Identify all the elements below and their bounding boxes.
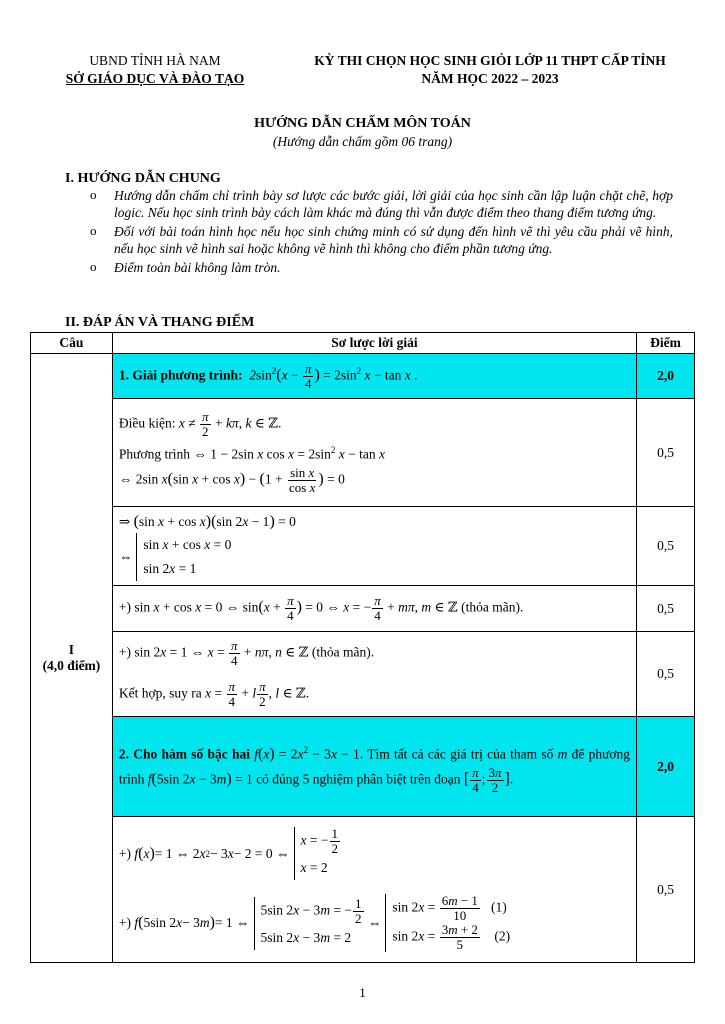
problem-2-statement: 2. Cho hàm số bậc hai $f(x) = 2x^2 - 3x - 1$. Tìm tất cả các giá trị của tham số m để phương trình f(5sin 2x − 3m) = 1 có đúng 5 nghiệm phân biệt trên đoạn [ $\frac{\pi}{4}$ ; $\frac{3\pi}{2}$ ]. [112, 717, 636, 817]
question-label: I [68, 642, 75, 657]
table-row [31, 586, 695, 632]
problem-2-text-c: để phương trình [118, 746, 631, 787]
step-points: 0,5 [637, 632, 695, 717]
step-points: 0,5 [637, 507, 695, 586]
bullet-marker: o [90, 259, 97, 274]
col-header-question: Câu [31, 333, 113, 354]
bullet-item [90, 187, 673, 221]
general-bullets [90, 187, 673, 276]
table-row [31, 399, 695, 507]
problem-1-text: 1. Giải phương trình: [118, 367, 243, 383]
solution-step: ⇒ (sin x + cos x)(sin 2x − 1) = 0 ⇔ sin x + cos x = 0 sin 2x = 1 [112, 507, 636, 586]
bullet-item [90, 223, 673, 257]
section-general-heading: I. HƯỚNG DẪN CHUNG [65, 171, 221, 186]
bullet-text: Hướng dẫn chấm chỉ trình bày sơ lược các bước giải, lời giải của học sinh cần lập luận chặt chẽ, hợp logic. Nếu học sinh trình bày cách làm khác mà đúng thì vẫn được điểm theo thang điểm tương ứng. [114, 188, 673, 220]
header-left [40, 52, 270, 88]
bullet-text: Điểm toàn bài không làm tròn. [114, 260, 281, 275]
table-row [31, 507, 695, 586]
equation-label: Phương trình [118, 446, 190, 462]
bullet-item [90, 259, 673, 276]
col-header-points: Điểm [637, 333, 695, 354]
satisfied-note: (thỏa mãn). [311, 644, 375, 660]
satisfied-note: (thỏa mãn). [461, 599, 524, 615]
bullet-text: Đối với bài toán hình học nếu học sinh chứng minh có sử dụng đến hình vẽ thì yêu cầu phải vẽ hình, nếu học sinh vẽ hình sai hoặc không vẽ hình thì không cho điểm phần tương ứng. [114, 224, 673, 256]
condition-label: Điều kiện: [118, 415, 176, 431]
problem-1-points: 2,0 [637, 354, 695, 399]
header-exam-title: KỲ THI CHỌN HỌC SINH GIỎI LỚP 11 THPT CẤP TỈNH [314, 53, 666, 68]
problem-2-text: 2. Cho hàm số bậc hai [118, 746, 251, 762]
answer-table [30, 332, 695, 963]
step-points: 0,5 [637, 817, 695, 963]
question-points: (4,0 điểm) [42, 658, 101, 673]
col-header-solution: Sơ lược lời giải [112, 333, 636, 354]
step-points: 0,5 [637, 399, 695, 507]
combine-label: Kết hợp, suy ra [118, 685, 202, 701]
problem-2-text-b: . Tìm tất cả các giá trị của tham số [359, 746, 554, 762]
step-points: 0,5 [637, 586, 695, 632]
problem-2-points: 2,0 [637, 717, 695, 817]
header-province: UBND TỈNH HÀ NAM [89, 53, 221, 68]
solution-step: Điều kiện: x ≠ $\frac{\pi}{2}$ + kπ, k ∈ ℤ. Phương trình ⇔ 1 − 2sin x $\cos x = 2\sin^2$ x − tan x ⇔ 2sin x(sin x + cos x) − (1 + $\frac{\text{sin x}}{\text{cos x}}$ ) = 0 [112, 399, 636, 507]
table-header-row [31, 333, 695, 354]
header-department: SỞ GIÁO DỤC VÀ ĐÀO TẠO [65, 71, 245, 86]
doc-title: HƯỚNG DẪN CHẤM MÔN TOÁN [254, 116, 471, 131]
solution-step: +) sin x + cos x = 0 ⇔ sin(x + $\frac{\pi}{4}$ ) = 0 ⇔ x = − $\frac{\pi}{4}$ + mπ, m ∈ ℤ (thỏa mãn). [112, 586, 636, 632]
table-row [31, 354, 695, 399]
bullet-marker: o [90, 223, 97, 238]
problem-1-statement: 1. Giải phương trình: $2\sin^2(x$ − $\frac{\pi}{4}$ ) = $2\sin^2$ x − tan x . [112, 354, 636, 399]
section-answer-heading: II. ĐÁP ÁN VÀ THANG ĐIỂM [65, 315, 255, 330]
header-right [275, 52, 705, 88]
solution-step: +) sin 2x = 1 ⇔ x = $\frac{\pi}{4}$ + nπ, n ∈ ℤ (thỏa mãn). Kết hợp, suy ra x = $\frac{\pi}{4}$ + l $\frac{\pi}{2}$ , l ∈ ℤ. [112, 632, 636, 717]
table-row [31, 717, 695, 817]
table-row [31, 632, 695, 717]
table-row [31, 817, 695, 963]
header-school-year: NĂM HỌC 2022 – 2023 [421, 71, 559, 86]
doc-subtitle: (Hướng dẫn chấm gồm 06 trang) [272, 134, 453, 149]
problem-2-text-d: có đúng 5 nghiệm phân biệt trên đoạn [256, 771, 461, 787]
question-cell [31, 354, 113, 963]
bullet-marker: o [90, 187, 97, 202]
page-number: 1 [359, 985, 366, 1000]
solution-step: +) f ( x ) = 1 ⇔ 2 x 2 − 3 x − 2 = 0 ⇔ x = − $\frac{1}{2}$ x = 2 +) f ( 5sin 2 x − 3 m ) = 1 ⇔ 5sin 2x − 3m = − $\frac{1}{2}$ 5sin 2x − 3m = 2 ⇔ sin 2x = $\frac{6m - 1}{10}$ (1) sin 2x = $\frac{3m + 2}{5}$ (2) [112, 817, 636, 963]
